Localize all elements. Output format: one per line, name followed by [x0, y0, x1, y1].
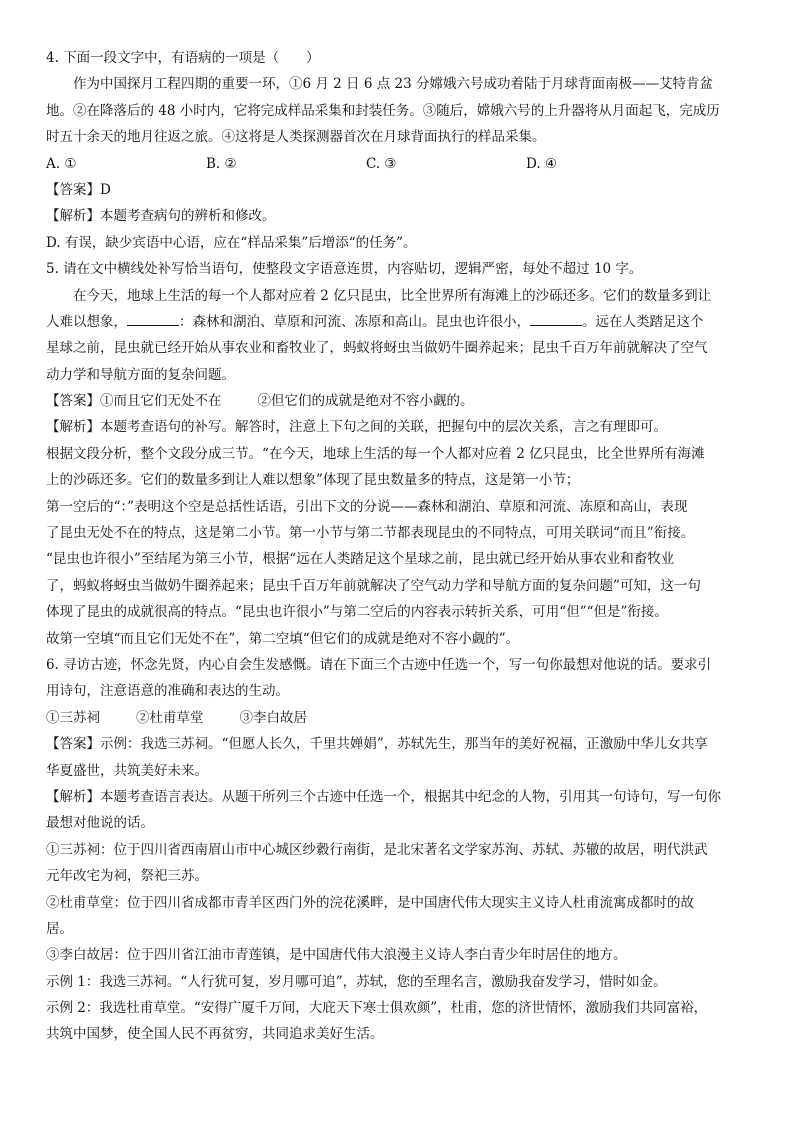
q5-analysis-line: 第一空后的“：”表明这个空是总括性话语，引出下文的分说——森林和湖泊、草原和河流、冻原和高山，表现: [46, 498, 688, 515]
q4-option-a: A. ①: [46, 155, 77, 172]
q5-analysis-line: “昆虫也许很小”至结尾为第三小节，根据“远在人类踏足这个星球之前，昆虫就已经开始从事农业和畜牧业: [46, 551, 675, 568]
q4-option-b: B. ②: [206, 155, 237, 172]
q5-passage-text: ：森林和湖泊、草原和河流、冻原和高山。昆虫也许很小，: [179, 313, 530, 330]
q4-question: 4. 下面一段文字中，有语病的一项是（ ）: [46, 50, 320, 66]
q4-answer: 【答案】D: [46, 181, 111, 198]
q6-choice: ③李白故居: [239, 709, 307, 726]
q5-analysis-line: 体现了昆虫的成就很高的特点。“昆虫也许很小”与第二空后的内容表示转折关系，可用“但”“但是”衔接。: [46, 604, 668, 621]
q6-choice: ②杜甫草堂: [136, 709, 204, 726]
q5-passage-text: 人难以想象，: [46, 313, 127, 330]
q6-analysis-line: 【解析】本题考查语言表达。从题干所列三个古迹中任选一个，根据其中纪念的人物，引用其一句诗句，写一句你: [46, 788, 721, 805]
q6-analysis-line: ①三苏祠：位于四川省西南眉山市中心城区纱縠行南街，是北宋著名文学家苏洵、苏轼、苏辙的故居，明代洪武: [46, 841, 708, 858]
q6-analysis-line: 居。: [46, 920, 73, 937]
q5-analysis-line: 根据文段分析，整个文段分成三节。“在今天，地球上生活的每一个人都对应着 2 亿只昆虫，比全世界所有海滩: [46, 445, 705, 462]
q5-answer-b: ②但它们的成就是绝对不容小觑的。: [257, 393, 474, 410]
q6-choices: [46, 705, 748, 731]
q5-answer-a: 【答案】①而且它们无处不在: [46, 393, 222, 410]
q6-analysis-line: ③李白故居：位于四川省江油市青莲镇，是中国唐代伟大浪漫主义诗人李白青少年时居住的地方。: [46, 947, 627, 964]
q4-option-d: D. ④: [526, 155, 558, 172]
q5-passage-line: 动力学和导航方面的复杂问题。: [46, 366, 235, 383]
answer-blank-2: [530, 311, 582, 326]
q5-answer: [46, 388, 748, 414]
q6-analysis-line: 共筑中国梦，使全国人民不再贫穷，共同追求美好生活。: [46, 1026, 384, 1043]
q6-analysis-line: ②杜甫草堂：位于四川省成都市青羊区西门外的浣花溪畔，是中国唐代伟大现实主义诗人杜甫流寓成都时的故: [46, 894, 694, 911]
q5-analysis-line: 【解析】本题考查语句的补写。解答时，注意上下句之间的关联，把握句中的层次关系，言之有理即可。: [46, 419, 667, 436]
q5-analysis-line: 了昆虫无处不在的特点，这是第二小节。第一小节与第二节都表现昆虫的不同特点，可用关联词“而且”衔接。: [46, 525, 695, 542]
q5-analysis-line: 故第一空填“而且它们无处不在”，第二空填“但它们的成就是绝对不容小觑的”。: [46, 630, 520, 647]
q4-passage-line: 作为中国探月工程四期的重要一环，①6 月 2 日 6 点 23 分嫦娥六号成功着陆于月球背面南极——艾特肯盆: [73, 76, 713, 93]
q4-options: [46, 151, 748, 177]
q6-choice: ①三苏祠: [46, 709, 100, 726]
q4-analysis-line: 【解析】本题考查病句的辨析和修改。: [46, 208, 276, 225]
q4-passage-line: 地。②在降落后的 48 小时内，它将完成样品采集和封装任务。③随后，嫦娥六号的上升器将从月面起飞，完成历: [46, 102, 720, 119]
q5-passage-line: 星球之前，昆虫就已经开始从事农业和畜牧业了，蚂蚁将蚜虫当做奶牛圈养起来；昆虫千百万年前就解决了空气: [46, 340, 708, 357]
q6-answer-line: 【答案】示例：我选三苏祠。“但愿人长久，千里共婵娟”，苏轼先生，那当年的美好祝福，正激励中华儿女共享: [46, 736, 708, 753]
q5-analysis-line: 了，蚂蚁将蚜虫当做奶牛圈养起来；昆虫千百万年前就解决了空气动力学和导航方面的复杂问题”可知，这一句: [46, 577, 701, 594]
q4-analysis-line: D. 有误，缺少宾语中心语，应在“样品采集”后增添“的任务”。: [46, 234, 417, 251]
q5-passage-text: 。远在人类踏足这个: [582, 313, 704, 330]
q5-passage-line: [46, 309, 748, 335]
q4-passage-line: 时五十余天的地月往返之旅。④这将是人类探测器首次在月球背面执行的样品采集。: [46, 129, 546, 146]
q5-passage-line: 在今天，地球上生活的每一个人都对应着 2 亿只昆虫，比全世界所有海滩上的沙砾还多。它们的数量多到让: [73, 287, 712, 304]
q6-question-line: 6. 寻访古迹，怀念先贤，内心自会生发感慨。请在下面三个古迹中任选一个，写一句你最想对他说的话。要求引: [46, 656, 712, 673]
q6-analysis-line: 元年改宅为祠，祭祀三苏。: [46, 868, 208, 885]
q4-option-c: C. ③: [366, 155, 397, 172]
q6-analysis-line: 示例 2：我选杜甫草堂。“安得广厦千万间，大庇天下寒士俱欢颜”，杜甫，您的济世情怀，激励我们共同富裕，: [46, 1000, 708, 1017]
q6-question-line: 用诗句，注意语意的准确和表达的生动。: [46, 683, 289, 700]
q5-analysis-line: 上的沙砾还多。它们的数量多到让人难以想象”体现了昆虫数量多的特点，这是第一小节；: [46, 472, 580, 489]
q6-analysis-line: 最想对他说的话。: [46, 815, 154, 832]
document-page: [46, 45, 748, 1048]
answer-blank-1: [127, 311, 179, 326]
q5-question: 5. 请在文中横线处补写恰当语句，使整段文字语意连贯，内容贴切，逻辑严密，每处不超过 10 字。: [46, 261, 643, 278]
q6-answer-line: 华夏盛世，共筑美好未来。: [46, 762, 208, 779]
q6-analysis-line: 示例 1：我选三苏祠。“人行犹可复，岁月哪可追”，苏轼，您的至理名言，激励我奋发学习，惜时如金。: [46, 973, 667, 990]
